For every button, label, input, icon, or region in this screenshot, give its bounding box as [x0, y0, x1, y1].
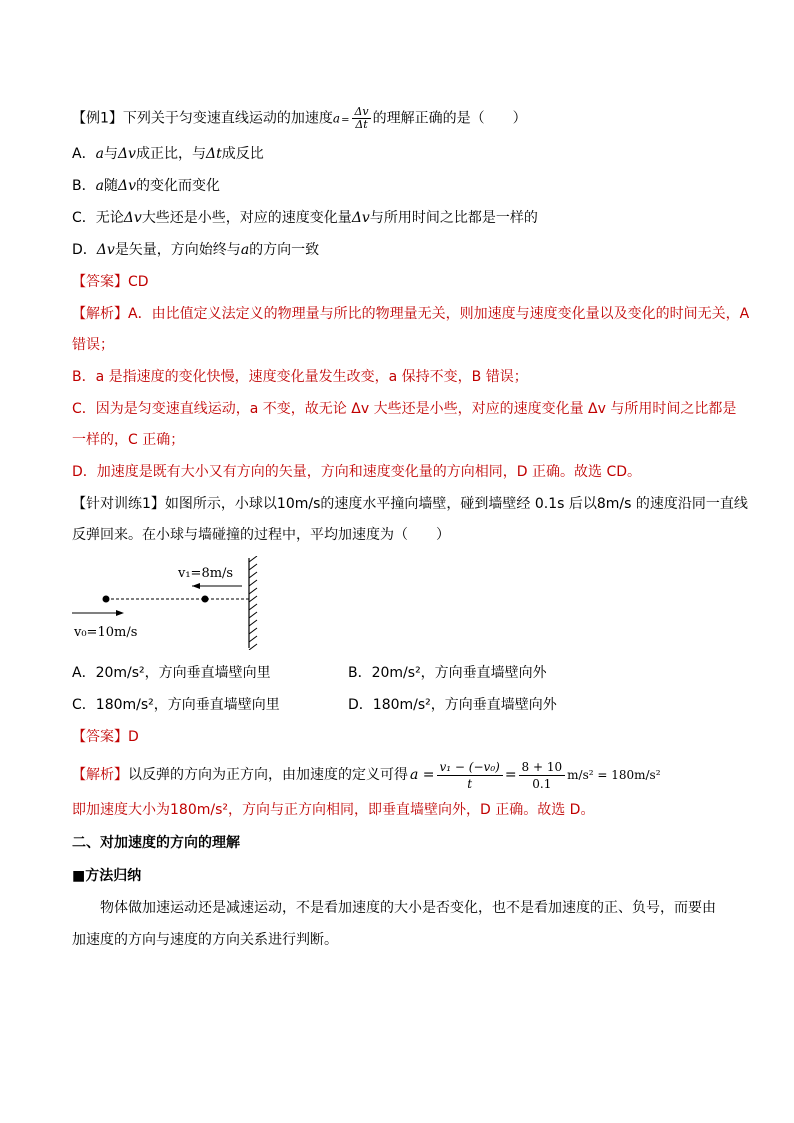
option-text: 与	[103, 146, 118, 162]
option-text: 大些还是小些，对应的速度变化量	[141, 210, 352, 226]
example1-analysis-line	[72, 335, 734, 355]
equation-equals: =	[504, 767, 517, 783]
option-letter: B．	[72, 178, 96, 194]
example1-analysis-line	[72, 399, 737, 419]
option-text: Δv	[96, 242, 115, 258]
example1-analysis-line	[72, 304, 750, 324]
equation-lhs: a =	[410, 767, 435, 783]
option-text: 无论	[95, 210, 124, 226]
option-letter: A．	[72, 146, 96, 162]
answer-value: D	[128, 729, 139, 745]
v1-arrow-head	[192, 583, 200, 589]
fraction-numerator: 8 + 10	[519, 759, 566, 776]
option-text: a	[95, 178, 104, 194]
practice1-option-c	[72, 697, 280, 713]
practice1-tag: 【针对训练1】	[72, 496, 165, 512]
example1-option-b	[72, 176, 734, 196]
v0-arrow-head	[116, 610, 124, 616]
formula-numerator: Δv	[354, 105, 369, 118]
example1-tag: 【例1】	[72, 110, 123, 127]
analysis-text: C．因为是匀变速直线运动，a 不变，故无论 Δv 大些还是小些，对应的速度变化量 Δv 与所用时间之比都是	[72, 401, 737, 417]
option-text: Δv	[117, 146, 136, 162]
option-text: a	[240, 242, 250, 258]
analysis-text: 一样的，C 正确；	[72, 432, 185, 448]
answer-tag: 【答案】	[72, 729, 128, 745]
ball-initial	[103, 596, 110, 603]
collision-figure	[68, 556, 268, 650]
analysis-text: B．a 是指速度的变化快慢，速度变化量发生改变，a 保持不变，B 错误；	[72, 369, 528, 385]
section-heading-text: 二、对加速度的方向的理解	[72, 835, 240, 851]
analysis-text: A．由比值定义法定义的物理量与所比的物理量无关，则加速度与速度变化量以及变化的时间无关，A	[128, 306, 750, 322]
option-text: Δv	[123, 210, 142, 226]
equation-fraction-2	[519, 759, 566, 792]
option-text: 随	[103, 178, 118, 194]
analysis-text: 以反弹的方向为正方向，由加速度的定义可得	[128, 767, 408, 783]
option-text: Δv	[351, 210, 370, 226]
option-text: 成反比	[221, 146, 264, 162]
example1-analysis-line	[72, 367, 734, 387]
v0-label: v₀=10m/s	[74, 625, 138, 640]
example1-option-d	[72, 240, 734, 260]
analysis-text: 错误；	[72, 337, 114, 353]
option-letter: C．	[72, 210, 96, 226]
option-text: Δt	[205, 146, 222, 162]
analysis-text: D．加速度是既有大小又有方向的矢量，方向和速度变化量的方向相同，D 正确。故选 CD。	[72, 464, 642, 480]
formula-lhs: a	[332, 111, 341, 126]
practice1-option-a	[72, 665, 271, 681]
v1-label: v₁=8m/s	[178, 566, 234, 581]
option-text: 20m/s²，方向垂直墙壁向里	[95, 665, 271, 681]
practice1-stem-text: 反弹回来。在小球与墙碰撞的过程中，平均加速度为（ ）	[72, 527, 450, 543]
paragraph-text: 加速度的方向与速度的方向关系进行判断。	[72, 932, 338, 948]
practice1-analysis-line	[72, 800, 734, 820]
practice1-answer	[72, 727, 734, 747]
formula-eq: =	[341, 114, 350, 126]
paragraph-text: 物体做加速运动还是减速运动，不是看加速度的大小是否变化，也不是看加速度的正、负号，而要由	[100, 900, 716, 916]
option-text: a	[95, 146, 104, 162]
example1-option-c	[72, 208, 734, 228]
wall-hatching	[249, 556, 257, 650]
formula-fraction	[352, 106, 370, 131]
option-text: 的变化而变化	[136, 178, 220, 194]
option-letter: A．	[72, 665, 96, 681]
method-heading	[72, 866, 734, 886]
analysis-tag: 【解析】	[72, 306, 128, 322]
practice1-stem-line	[72, 494, 748, 514]
example1-analysis-line	[72, 430, 734, 450]
ball-rebound	[202, 596, 209, 603]
practice1-option-d	[348, 695, 557, 715]
option-text: 是矢量，方向始终与	[114, 242, 241, 258]
method-paragraph-line	[100, 898, 734, 918]
method-heading-text: ■方法归纳	[72, 868, 142, 884]
answer-tag: 【答案】	[72, 274, 128, 290]
example1-answer	[72, 272, 734, 292]
fraction-denominator: t	[467, 776, 473, 791]
section2-heading	[72, 833, 734, 853]
example1-option-a	[72, 144, 734, 164]
formula-denominator: Δt	[355, 118, 368, 131]
option-text: 20m/s²，方向垂直墙壁向外	[371, 665, 547, 681]
practice1-analysis-line	[72, 757, 734, 793]
option-letter: D．	[72, 242, 97, 258]
practice1-options-row	[72, 695, 734, 715]
option-text: 180m/s²，方向垂直墙壁向外	[372, 697, 557, 713]
analysis-text: 即加速度大小为180m/s²，方向与正方向相同，即垂直墙壁向外，D 正确。故选 D。	[72, 802, 595, 818]
option-text: 与所用时间之比都是一样的	[369, 210, 538, 226]
practice1-options-row	[72, 663, 734, 683]
analysis-tag: 【解析】	[72, 767, 128, 783]
option-text: 的方向一致	[249, 242, 320, 258]
example1-stem-before: 下列关于匀变速直线运动的加速度	[122, 110, 333, 127]
option-text: 180m/s²，方向垂直墙壁向里	[95, 697, 280, 713]
option-text: 成正比，与	[135, 146, 206, 162]
example1-stem-after: 的理解正确的是（ ）	[372, 110, 527, 127]
option-letter: D．	[348, 697, 373, 713]
fraction-numerator: v₁ − (−v₀)	[437, 759, 503, 776]
practice1-stem-line	[72, 525, 734, 545]
method-paragraph-line	[72, 930, 734, 950]
example1-stem	[72, 106, 734, 131]
answer-value: CD	[128, 274, 149, 290]
fraction-denominator: 0.1	[532, 776, 552, 791]
option-text: Δv	[117, 178, 136, 194]
equation-tail: m/s² = 180m/s²	[567, 768, 661, 782]
practice1-option-b	[348, 663, 547, 683]
equation-fraction-1	[437, 759, 503, 792]
option-letter: C．	[72, 697, 96, 713]
example1-analysis-line	[72, 462, 734, 482]
option-letter: B．	[348, 665, 372, 681]
practice1-stem-text: 如图所示，小球以10m/s的速度水平撞向墙壁，碰到墙壁经 0.1s 后以8m/s 的速度沿同一直线	[164, 496, 748, 512]
